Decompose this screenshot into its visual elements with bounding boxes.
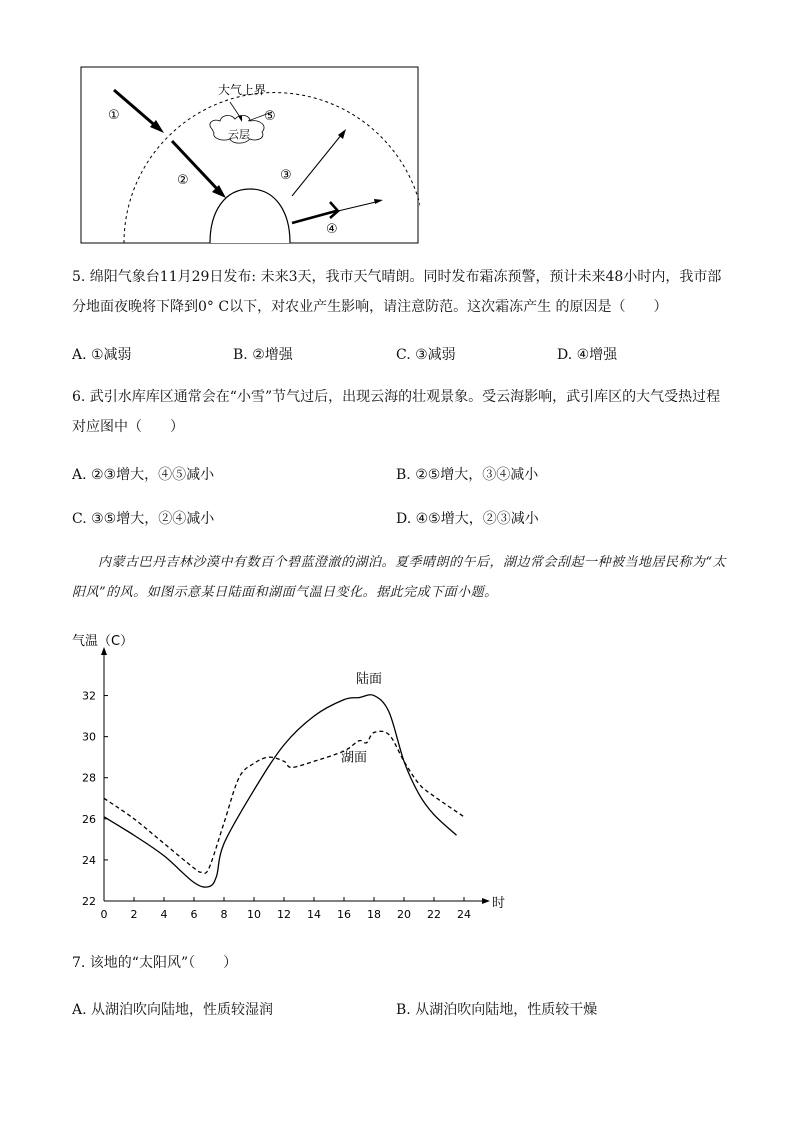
x-tick-label: 6 [190, 908, 198, 921]
x-tick-label: 8 [220, 908, 228, 921]
y-tick-label: 28 [82, 771, 96, 785]
q6-option-c: C. ③⑤增大，②④减小 [72, 511, 215, 527]
y-axis-label: 气温（C） [72, 634, 134, 649]
q7-option-a: A. 从湖泊吹向陆地，性质较湿润 [72, 1002, 274, 1018]
mark-3: ③ [280, 168, 292, 183]
y-tick-label: 24 [82, 853, 96, 867]
q5-option-a: A. ①减弱 [72, 347, 132, 363]
x-tick-label: 22 [427, 908, 441, 921]
question-6-text: 6. 武引水库库区通常会在“小雪”节气过后，出现云海的壮观景象。受云海影响，武引库区的大气受热过程对应图中（ ） [72, 389, 721, 435]
x-axis-arrow [482, 898, 490, 904]
x-tick-label: 14 [307, 908, 321, 921]
y-tick-label: 30 [82, 730, 96, 744]
x-tick-label: 10 [247, 908, 261, 921]
question-7-text: 7. 该地的“太阳风”（ ） [72, 955, 238, 971]
q7-option-b: B. 从湖泊吹向陆地，性质较干燥 [396, 1002, 598, 1018]
q5-option-d: D. ④增强 [557, 347, 618, 363]
mark-4: ④ [326, 222, 338, 237]
x-tick-label: 16 [337, 908, 351, 921]
q6-option-b: B. ②⑤增大，③④减小 [396, 467, 539, 483]
intro-paragraph: 内蒙古巴丹吉林沙漠中有数百个碧蓝澄澈的湖泊。夏季晴朗的午后，湖边常会刮起一种被当地居民称为“太阳风”的风。如图示意某日陆面和湖面气温日变化。据此完成下面小题。 [72, 555, 727, 600]
x-tick-label: 4 [160, 908, 168, 921]
series-label-land: 陆面 [356, 672, 383, 688]
mark-1: ① [108, 108, 120, 123]
q5-option-b: B. ②增强 [233, 347, 293, 363]
temperature-chart [60, 625, 520, 925]
x-tick-label: 24 [457, 908, 471, 921]
x-tick-label: 18 [367, 908, 381, 921]
x-axis-label: 时 [492, 896, 506, 911]
y-tick-label: 26 [82, 812, 96, 826]
y-tick-label: 32 [82, 689, 96, 703]
question-5-text: 5. 绵阳气象台11月29日发布: 未来3天，我市天气晴朗。同时发布霜冻预警，预计未来48小时内，我市部分地面夜晚将下降到0° C以下，对农业产生影响，请注意防范。这次霜冻产生 的原因是（ ） [72, 269, 722, 315]
series-line-land [104, 695, 457, 887]
label-cloud: 云层 [228, 128, 250, 141]
radiation-diagram [80, 66, 420, 245]
x-tick-label: 0 [100, 908, 108, 921]
series-label-lake: 湖面 [341, 750, 368, 766]
x-tick-label: 2 [130, 908, 138, 921]
y-tick-label: 22 [82, 895, 96, 908]
q6-option-d: D. ④⑤增大，②③减小 [396, 511, 539, 527]
mark-5: ⑤ [264, 109, 276, 124]
q5-option-c: C. ③减弱 [396, 347, 456, 363]
q6-option-a: A. ②③增大，④⑤减小 [72, 467, 215, 483]
x-tick-label: 12 [277, 908, 291, 921]
x-tick-label: 20 [397, 908, 411, 921]
label-top-of-atmosphere: 大气上界 [218, 83, 267, 97]
mark-2: ② [177, 173, 189, 188]
